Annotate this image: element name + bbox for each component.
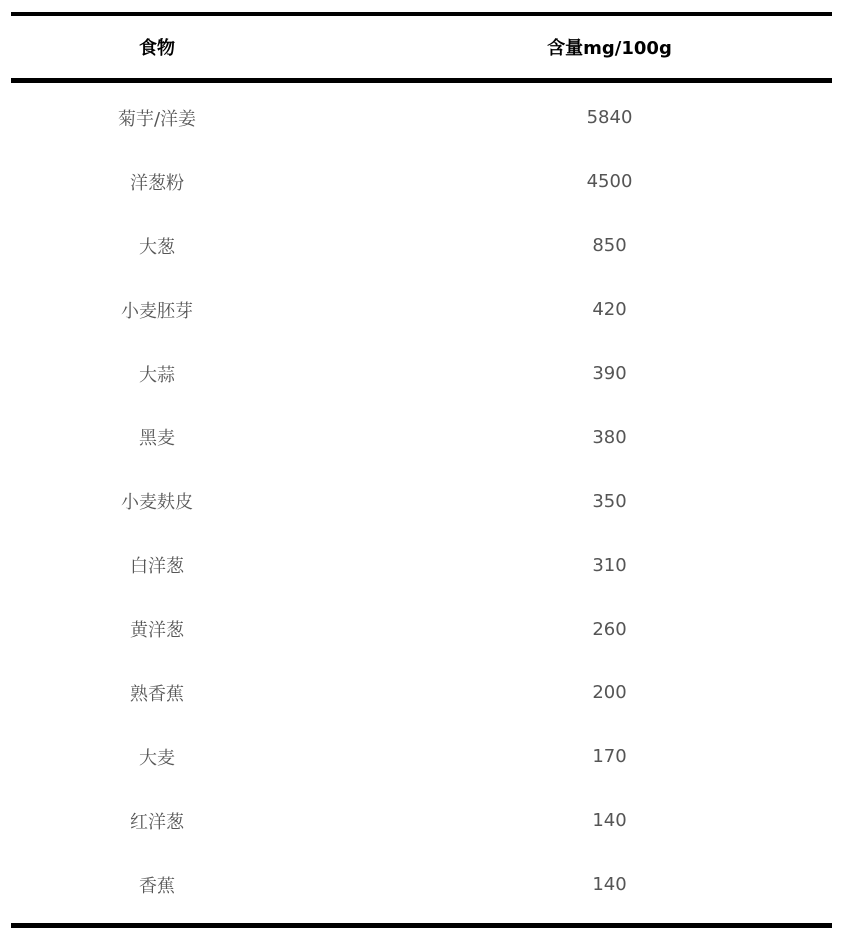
table-row	[11, 533, 832, 597]
food-content-table	[11, 12, 832, 928]
amount-cell: 380	[592, 426, 627, 448]
food-cell: 白洋葱	[130, 556, 184, 578]
food-cell: 红洋葱	[130, 811, 184, 833]
table-bottom-rule	[11, 923, 832, 928]
food-cell: 黄洋葱	[130, 620, 184, 642]
table-row	[11, 405, 832, 469]
table-row	[11, 469, 832, 533]
amount-cell: 310	[592, 554, 627, 576]
amount-cell: 4500	[586, 171, 633, 193]
food-cell: 小麦麸皮	[121, 492, 193, 514]
food-cell: 小麦胚芽	[121, 300, 193, 322]
food-cell: 黑麦	[139, 428, 175, 450]
food-cell: 香蕉	[139, 875, 175, 897]
table-row	[11, 853, 832, 917]
amount-cell: 170	[592, 746, 627, 768]
table-body	[11, 83, 832, 923]
table-row	[11, 214, 832, 278]
header-food: 食物	[139, 38, 175, 59]
amount-cell: 140	[592, 810, 627, 832]
amount-cell: 420	[592, 299, 627, 321]
table-row	[11, 661, 832, 725]
table-row	[11, 725, 832, 789]
amount-cell: 200	[592, 682, 627, 704]
amount-cell: 350	[592, 490, 627, 512]
table-row	[11, 86, 832, 150]
amount-cell: 5840	[586, 107, 633, 129]
food-cell: 熟香蕉	[130, 683, 184, 705]
table-row	[11, 150, 832, 214]
table-row	[11, 789, 832, 853]
amount-cell: 390	[592, 363, 627, 384]
food-cell: 菊芋/洋姜	[117, 108, 197, 130]
table-header-row	[11, 16, 832, 78]
food-cell: 大蒜	[139, 364, 175, 386]
amount-cell: 260	[592, 618, 627, 640]
food-cell: 大麦	[139, 747, 175, 769]
header-amount: 含量mg/100g	[547, 38, 672, 59]
food-cell: 大葱	[139, 236, 175, 258]
table-row	[11, 278, 832, 342]
food-cell: 洋葱粉	[130, 172, 184, 194]
table-row	[11, 342, 832, 406]
amount-cell: 140	[592, 874, 627, 896]
table-row	[11, 597, 832, 661]
amount-cell: 850	[592, 235, 627, 257]
